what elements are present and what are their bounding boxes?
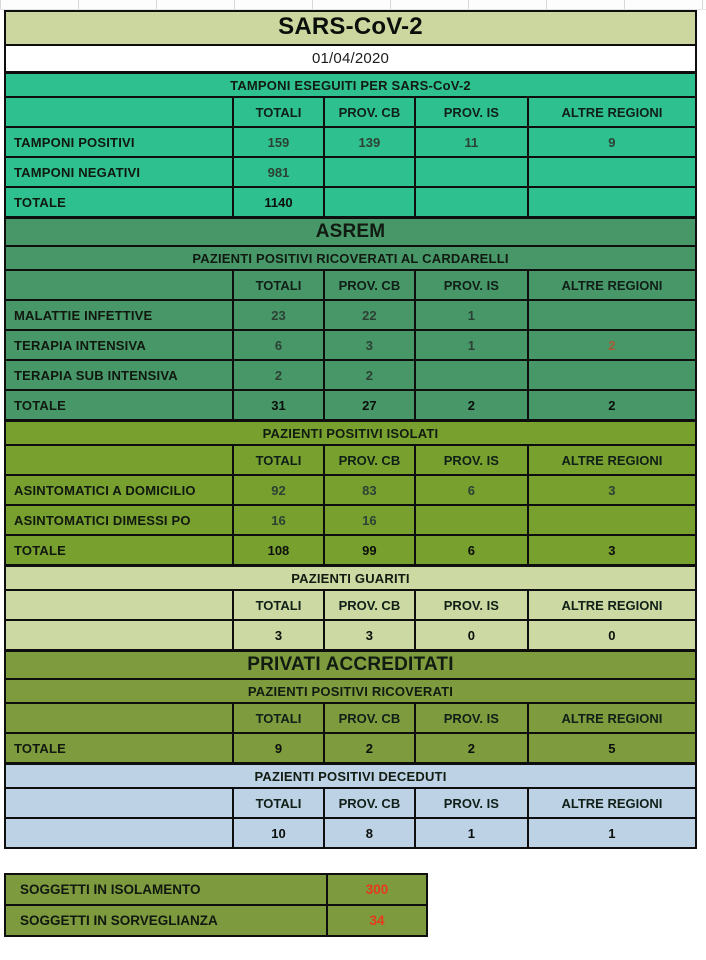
value-cell: 159 [232,128,323,156]
section-header-guariti: PAZIENTI GUARITI [291,571,410,586]
section-deceduti [6,762,695,847]
row-label: ASINTOMATICI A DOMICILIO [14,482,196,498]
value-cell: 3 [527,476,695,504]
table-row [6,817,695,847]
soggetti-isolamento-label: SOGGETTI IN ISOLAMENTO [20,882,201,897]
value-cell: 16 [232,506,323,534]
soggetti-sorveglianza-value: 34 [326,906,426,935]
row-label: TAMPONI NEGATIVI [14,164,141,180]
column-header-row [6,96,695,126]
value-cell: 1140 [232,188,323,216]
soggetti-summary-table [4,873,428,937]
col-header-altre-regioni: ALTRE REGIONI [527,789,695,817]
row-label: TOTALE [14,542,66,558]
section-header-deceduti: PAZIENTI POSITIVI DECEDUTI [254,769,447,784]
col-header-blank [6,98,232,126]
value-cell [527,361,695,389]
value-cell [323,158,414,186]
col-header-totali: TOTALI [232,591,323,619]
section-isolati [6,419,695,564]
table-row [6,875,426,904]
section-header-tamponi: TAMPONI ESEGUITI PER SARS-CoV-2 [230,78,471,93]
table-row [6,156,695,186]
value-cell [414,158,527,186]
value-cell: 9 [527,128,695,156]
value-cell: 6 [414,476,527,504]
table-row [6,534,695,564]
col-header-prov-cb: PROV. CB [323,271,414,299]
value-cell: 5 [527,734,695,762]
soggetti-sorveglianza-label: SOGGETTI IN SORVEGLIANZA [20,913,218,928]
value-cell: 2 [323,361,414,389]
section-header-privati-ricoverati: PAZIENTI POSITIVI RICOVERATI [6,678,695,702]
col-header-blank [6,591,232,619]
row-label: TOTALE [14,740,66,756]
table-row [6,359,695,389]
value-cell: 1 [414,331,527,359]
value-cell: 139 [323,128,414,156]
value-cell: 2 [414,391,527,419]
col-header-totali: TOTALI [232,98,323,126]
value-cell [414,506,527,534]
value-cell: 1 [527,819,695,847]
table-row [6,186,695,216]
value-cell [527,506,695,534]
value-cell [414,188,527,216]
section-privati [6,649,695,762]
value-cell: 27 [323,391,414,419]
col-header-altre-regioni: ALTRE REGIONI [527,446,695,474]
report-sheet [4,10,697,849]
column-header-row [6,589,695,619]
col-header-prov-cb: PROV. CB [323,591,414,619]
value-cell: 0 [414,621,527,649]
value-cell: 10 [232,819,323,847]
col-header-altre-regioni: ALTRE REGIONI [527,98,695,126]
value-cell: 1 [414,819,527,847]
table-row [6,329,695,359]
value-cell: 2 [414,734,527,762]
col-header-totali: TOTALI [232,789,323,817]
section-asrem [6,216,695,419]
page-title: SARS-CoV-2 [6,12,695,44]
col-header-prov-is: PROV. IS [414,98,527,126]
value-cell: 2 [323,734,414,762]
soggetti-isolamento-value: 300 [326,875,426,904]
col-header-prov-is: PROV. IS [414,271,527,299]
col-header-prov-cb: PROV. CB [323,446,414,474]
value-cell: 2 [527,391,695,419]
value-cell: 3 [323,331,414,359]
value-cell: 0 [527,621,695,649]
col-header-prov-cb: PROV. CB [323,704,414,732]
table-row [6,904,426,935]
row-label: TERAPIA SUB INTENSIVA [14,367,178,383]
value-cell: 108 [232,536,323,564]
table-row [6,126,695,156]
value-cell: 92 [232,476,323,504]
asrem-title: ASREM [315,221,386,242]
col-header-blank [6,789,232,817]
col-header-blank [6,271,232,299]
value-cell: 6 [232,331,323,359]
value-cell: 2 [527,331,695,359]
row-label: TOTALE [14,397,66,413]
col-header-prov-cb: PROV. CB [323,789,414,817]
column-header-row [6,702,695,732]
col-header-altre-regioni: ALTRE REGIONI [527,704,695,732]
table-row [6,299,695,329]
value-cell: 9 [232,734,323,762]
value-cell: 2 [232,361,323,389]
col-header-blank [6,704,232,732]
col-header-prov-is: PROV. IS [414,789,527,817]
value-cell: 16 [323,506,414,534]
value-cell [323,188,414,216]
section-tamponi [6,71,695,216]
value-cell [527,158,695,186]
section-title [6,12,695,71]
section-header-isolati: PAZIENTI POSITIVI ISOLATI [262,426,439,441]
table-row [6,732,695,762]
privati-title: PRIVATI ACCREDITATI [247,654,454,675]
row-label: TOTALE [14,194,66,210]
column-header-row [6,444,695,474]
value-cell: 22 [323,301,414,329]
value-cell: 6 [414,536,527,564]
row-label: MALATTIE INFETTIVE [14,307,153,323]
value-cell: 11 [414,128,527,156]
section-header-cardarelli: PAZIENTI POSITIVI RICOVERATI AL CARDARELLI [6,245,695,269]
value-cell [527,301,695,329]
value-cell: 83 [323,476,414,504]
row-label [6,621,232,649]
table-row [6,389,695,419]
value-cell: 981 [232,158,323,186]
col-header-altre-regioni: ALTRE REGIONI [527,271,695,299]
section-guariti [6,564,695,649]
col-header-totali: TOTALI [232,704,323,732]
value-cell: 1 [414,301,527,329]
column-header-row [6,269,695,299]
table-row [6,474,695,504]
row-label: TERAPIA INTENSIVA [14,337,146,353]
col-header-prov-cb: PROV. CB [323,98,414,126]
row-label: ASINTOMATICI DIMESSI PO [14,512,191,528]
value-cell: 3 [232,621,323,649]
col-header-blank [6,446,232,474]
table-row [6,619,695,649]
col-header-totali: TOTALI [232,446,323,474]
value-cell [527,188,695,216]
value-cell: 3 [527,536,695,564]
table-row [6,504,695,534]
report-date: 01/04/2020 [6,44,695,71]
column-header-row [6,787,695,817]
row-label [6,819,232,847]
value-cell: 31 [232,391,323,419]
value-cell: 8 [323,819,414,847]
value-cell: 99 [323,536,414,564]
spreadsheet-gridline-strip [0,0,706,10]
col-header-prov-is: PROV. IS [414,704,527,732]
value-cell: 23 [232,301,323,329]
col-header-prov-is: PROV. IS [414,446,527,474]
col-header-totali: TOTALI [232,271,323,299]
col-header-altre-regioni: ALTRE REGIONI [527,591,695,619]
col-header-prov-is: PROV. IS [414,591,527,619]
value-cell [414,361,527,389]
value-cell: 3 [323,621,414,649]
row-label: TAMPONI POSITIVI [14,134,135,150]
